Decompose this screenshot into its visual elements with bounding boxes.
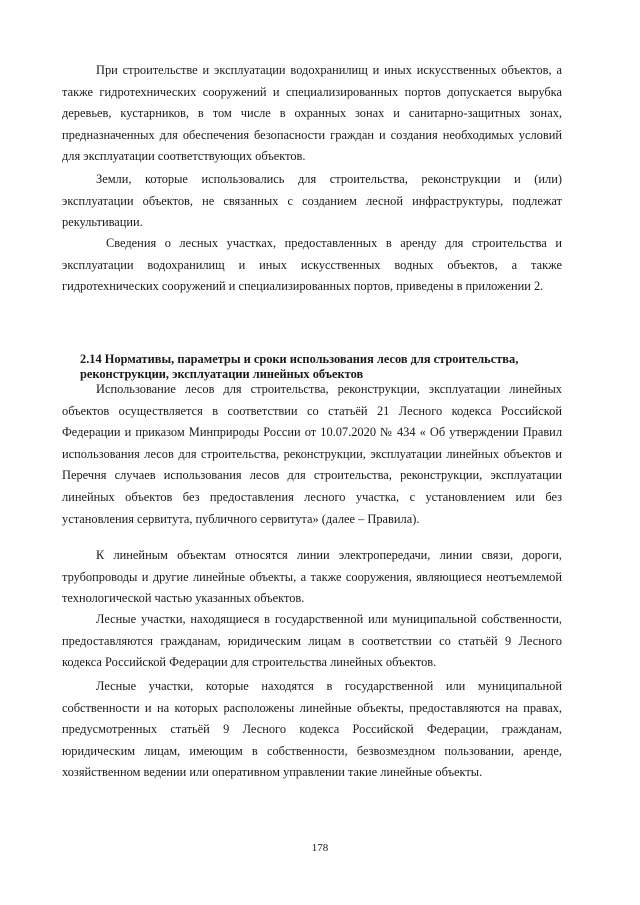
- section-title: 2.14 Нормативы, параметры и сроки использования лесов для строительства, реконструкции, эксплуатации линейных объектов: [80, 352, 519, 381]
- page-number: 178: [311, 842, 329, 854]
- paragraph-land-recultivation: Земли, которые использовались для строительства, реконструкции и (или) эксплуатации объектов, не связанных с созданием лесной инфраструктуры, подлежат рекультивации.: [62, 172, 562, 230]
- paragraph-land-rights: Лесные участки, которые находятся в государственной или муниципальной собственности и на которых расположены линейные объекты, предоставляются на правах, предусмотренных статьёй 9 Лесного кодекса Российской Федерации, гражданам, юридическим лицам, имеющим в собственности, безвозмездном пользовании, аренде, хозяйственном ведении или оперативном управлении такие линейные объекты.: [62, 679, 562, 780]
- paragraph-land-provision: Лесные участки, находящиеся в государственной или муниципальной собственности, предоставляются гражданам, юридическим лицам в соответствии со статьёй 9 Лесного кодекса Российской Федерации для строительства линейных объектов.: [62, 612, 562, 670]
- paragraph-reservoir-clearing: При строительстве и эксплуатации водохранилищ и иных искусственных объектов, а также гидротехнических сооружений и специализированных портов допускается вырубка деревьев, кустарников, в том числе в охранных зонах и санитарно-защитных зонах, предназначенных для обеспечения безопасности граждан и создания необходимых условий для эксплуатации соответствующих объектов.: [62, 63, 562, 164]
- paragraph-lease-info: Сведения о лесных участках, предоставленных в аренду для строительства и эксплуатации водохранилищ и иных искусственных водных объектов, а также гидротехнических сооружений и специализированных портов, приведены в приложении 2.: [62, 236, 562, 294]
- paragraph-linear-objects-law: Использование лесов для строительства, реконструкции, эксплуатации линейных объектов осуществляется в соответствии со статьёй 21 Лесного кодекса Российской Федерации и приказом Минприроды России от 10.07.2020 № 434 « Об утверждении Правил использования лесов для строительства, реконструкции, эксплуатации линейных объектов и Перечня случаев использования лесов для строительства, реконструкции, эксплуатации линейных объектов без предоставления лесного участка, с установлением или без установления сервитута, публичного сервитута» (далее – Правила).: [62, 382, 562, 526]
- paragraph-linear-objects-definition: К линейным объектам относятся линии электропередачи, линии связи, дороги, трубопроводы и другие линейные объекты, а также сооружения, являющиеся неотъемлемой технологической частью указанных объектов.: [62, 548, 562, 606]
